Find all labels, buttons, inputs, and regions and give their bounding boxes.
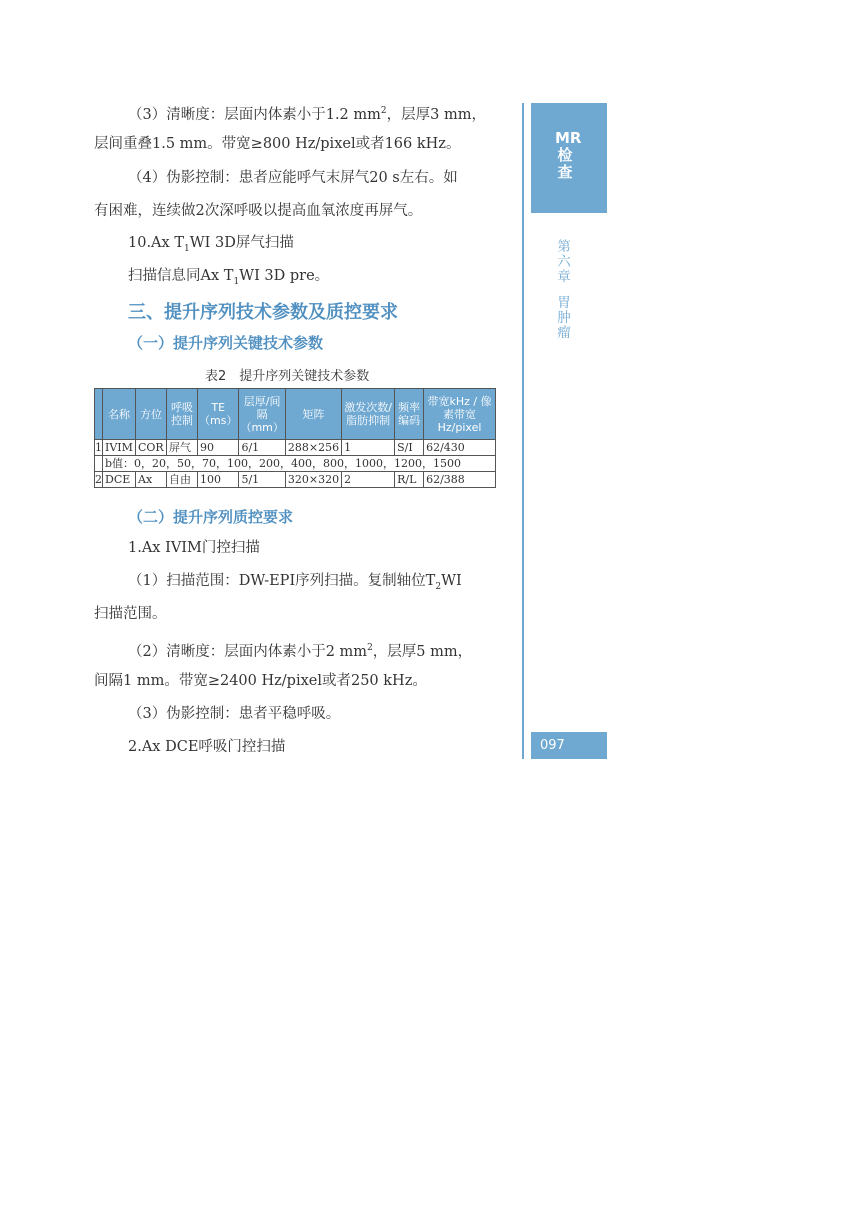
para-resolution-line1: （3）清晰度：层面内体素小于1.2 $mm^2$，层厚3 mm， (128, 106, 486, 123)
para-artifact-line1: （4）伪影控制：患者应能呼气末屏气20 s左右。如 (128, 170, 458, 186)
section-heading: 三、提升序列技术参数及质控要求 (128, 302, 398, 323)
table-row (95, 472, 496, 488)
table-cell: 2 (342, 472, 395, 488)
table-cell: 90 (198, 440, 239, 456)
b-values-cell: b值：0，20，50，70，100，200，400，800，1000，1200，1500 (103, 456, 496, 472)
rail-topic: 胃肿瘤 (557, 295, 571, 341)
table-cell: DCE (103, 472, 136, 488)
table-header-row (95, 389, 496, 440)
para-t1wi-3d-breathhold: 10.Ax $T_1WI$ 3D屏气扫描 (128, 235, 294, 254)
para-artifact-line2: 有困难，连续做2次深呼吸以提高血氧浓度再屏气。 (94, 203, 423, 219)
para-ivim-gated: 1.Ax IVIM门控扫描 (128, 540, 260, 556)
table-cell: 320×320 (285, 472, 341, 488)
header-bandwidth: 带宽kHz / 像素带宽Hz/pixel (424, 389, 496, 440)
header-name: 名称 (103, 389, 136, 440)
para-artifact-control: （3）伪影控制：患者平稳呼吸。 (128, 706, 341, 722)
table-cell: R/L (395, 472, 424, 488)
table-cell: 6/1 (239, 440, 285, 456)
header-orientation: 方位 (136, 389, 167, 440)
header-index (95, 389, 103, 440)
table-cell: 5/1 (239, 472, 285, 488)
table-cell: Ax (136, 472, 167, 488)
rail-title: MR检查 (555, 129, 582, 181)
table-row (95, 456, 496, 472)
header-freq: 频率编码 (395, 389, 424, 440)
header-slice: 层厚/间隔（mm） (239, 389, 285, 440)
subsection-heading-qc: （二）提升序列质控要求 (128, 508, 294, 526)
rail-divider (522, 103, 524, 759)
subsection-heading-params: （一）提升序列关键技术参数 (128, 334, 324, 352)
table-cell: COR (136, 440, 167, 456)
table-cell: S/I (395, 440, 424, 456)
para-scan-range-line2: 扫描范围。 (94, 606, 167, 622)
para-clarity-line2: 间隔1 mm。带宽≥2400 Hz/pixel或者250 kHz。 (94, 673, 427, 689)
table-cell: 1 (342, 440, 395, 456)
table-cell: 100 (198, 472, 239, 488)
para-scan-range-line1: （1）扫描范围：DW-EPI序列扫描。复制轴位$T_2WI$ (128, 573, 462, 592)
params-table (94, 388, 496, 488)
para-dce-gated: 2.Ax DCE呼吸门控扫描 (128, 739, 286, 755)
table-cell: 屏气 (167, 440, 198, 456)
table-caption: 表2 提升序列关键技术参数 (205, 369, 370, 384)
header-nex-fatsat: 激发次数/脂肪抑制 (342, 389, 395, 440)
row-index: 2 (95, 473, 102, 486)
para-clarity-line1: （2）清晰度：层面内体素小于2 $mm^2$，层厚5 mm， (128, 643, 473, 660)
header-te: TE（ms） (198, 389, 239, 440)
para-scan-info: 扫描信息同Ax $T_1WI$ 3D pre。 (128, 268, 330, 287)
row-index (95, 456, 103, 472)
table-cell: 62/430 (424, 440, 496, 456)
table-cell: 自由 (167, 472, 198, 488)
para-resolution-line2: 层间重叠1.5 mm。带宽≥800 Hz/pixel或者166 kHz。 (94, 136, 461, 152)
rail-chapter: 第六章 (557, 239, 571, 285)
table-cell: IVIM (103, 440, 136, 456)
row-index: 1 (95, 441, 102, 454)
header-respiratory: 呼吸控制 (167, 389, 198, 440)
table-row (95, 440, 496, 456)
header-matrix: 矩阵 (285, 389, 341, 440)
table-cell: 62/388 (424, 472, 496, 488)
page-number: 097 (540, 738, 565, 753)
table-cell: 288×256 (285, 440, 341, 456)
